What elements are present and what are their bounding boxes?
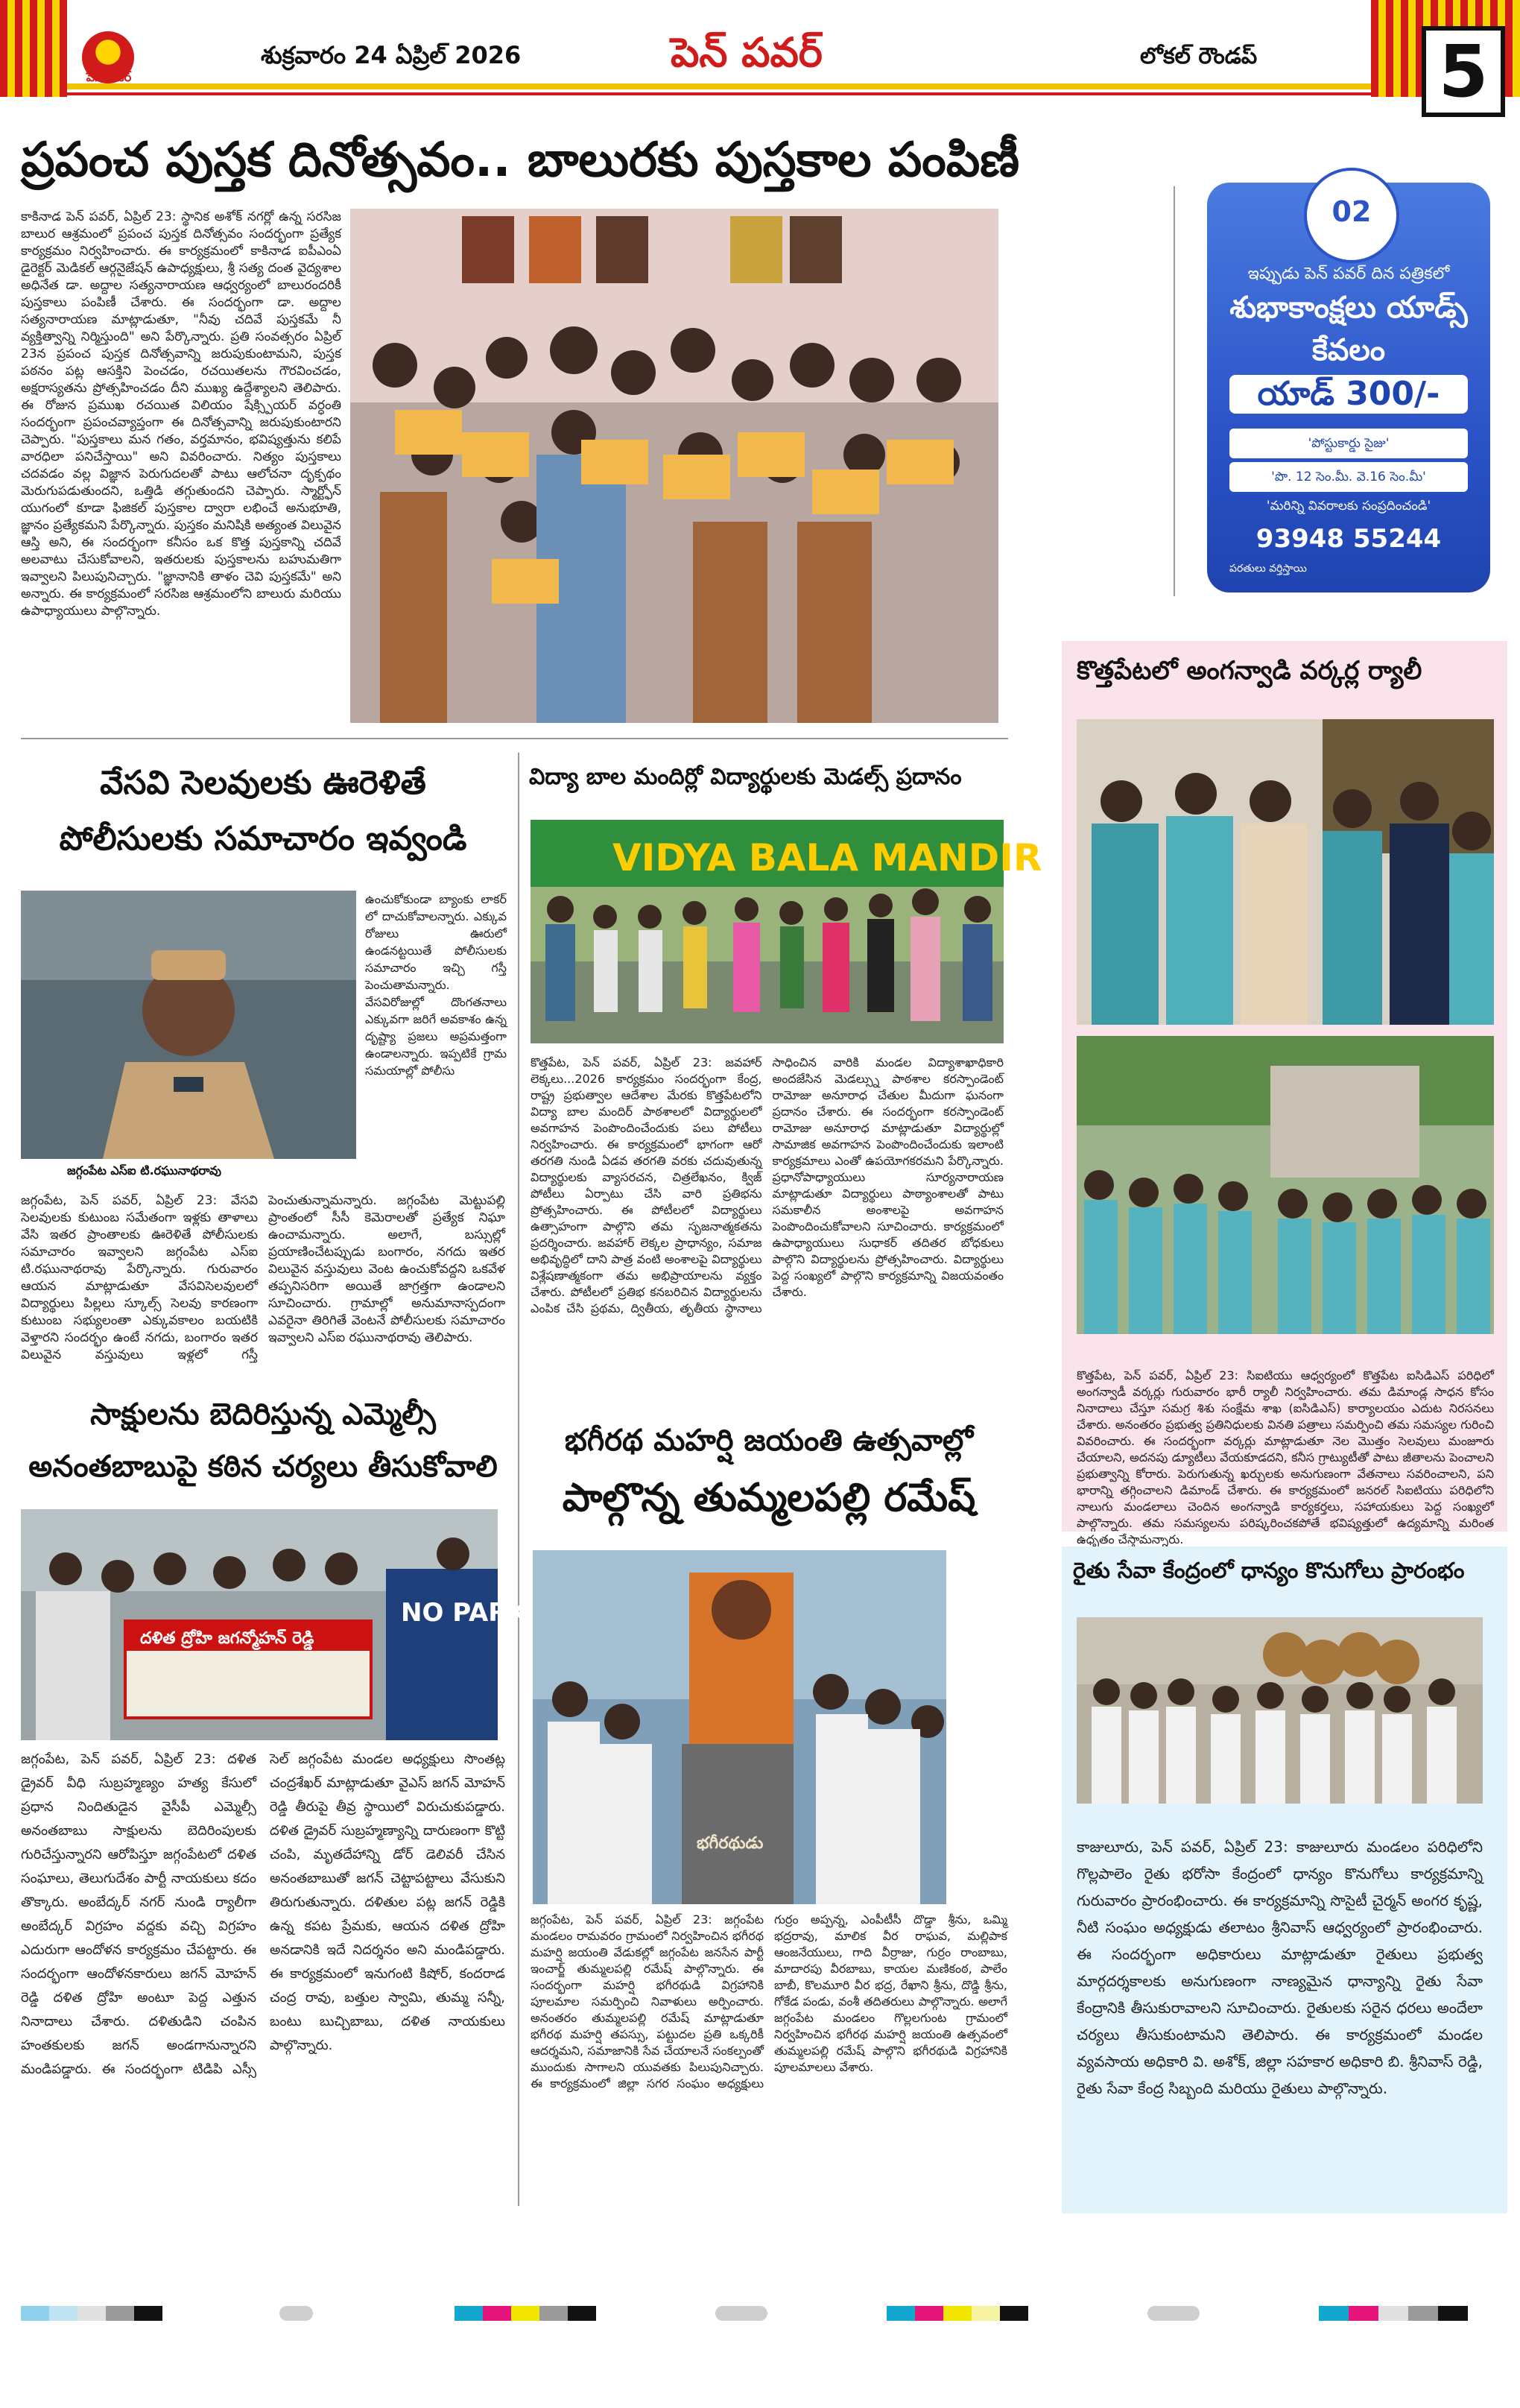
article6-photo [533,1550,946,1904]
article3-photo [531,820,1042,1043]
section-title: లోకల్ రౌండప్ [1140,43,1258,69]
article5-headline-1: సాక్షులను బెదిరిస్తున్న ఎమ్మెల్సీ [90,1397,436,1432]
article2-photo [21,891,356,1159]
article5-photo [21,1509,528,1740]
section-divider [21,738,1008,739]
color-swatch-3 [455,2306,596,2321]
no-parking-sign: NO PARK [401,1598,528,1628]
article4-photo1 [1077,719,1494,1025]
ad-number-badge: 02 [1304,168,1399,263]
article4-headline: కొత్తపేటలో అంగన్వాడి వర్కర్ల ర్యాలీ [1077,656,1422,686]
ad-line1: ఇప్పుడు పెన్ పవర్ దిన పత్రికలో [1247,265,1450,283]
newspaper-title: పెన్ పవర్ [671,28,823,76]
article4-body: కొత్తపేట, పెన్ పవర్, ఏప్రిల్ 23: సిఐటియు ఆధ్వర్యంలో కొత్తపేట ఐసిడిఎస్ పరిధిలో అంగన్వాడీ వర్కర్లు గురువారం భారీ ర్యాలీ నిర్వహించారు. తమ డిమాండ్ల సాధన కోసం నినాదాలు చేస్తూ సమగ్ర శిశు సంక్షేమ శాఖ (ఐసిడిఎస్) కార్యాలయం ఎదుట నిరసనలు చేశారు. అనంతరం ప్రభుత్వ ప్రతినిధులకు వినతి పత్రాలు సమర్పించి తమ సమస్యల గురించి వివరించారు. ఈ సందర్భంగా వర్కర్లు మాట్లాడుతూ నెల మొత్తం సెలవులు మంజూరు చేయాలని, అదనపు డ్యూటీలు వేయకూడదని, కనీస గ్రాట్యుటీతో పాటు జీతాలను పెంచాలని ప్రభుత్వాన్ని కోరారు. పెరుగుతున్న ఖర్చులకు అనుగుణంగా వేతనాలు సవరించాలని, పని భారాన్ని తగ్గించాలని డిమాండ్ చేశారు. ఈ కార్యక్రమంలో జనరల్ సిఐటియు పరిధిలోని నాలుగు మండలాలు చెందిన అంగన్వాడి కార్యకర్తలు, సహాయకులు పెద్ద సంఖ్యలో పాల్గొన్నారు. తమ సమస్యలను పరిష్కరించకపోతే భవిష్యత్తులో ఉద్యమాన్ని మరింత ఉధృతం చేస్తామన్నారు. [1077,1368,1494,1546]
school-banner: VIDYA BALA MANDIR [612,836,1042,879]
color-swatch-4 [715,2306,767,2321]
article2-headline-1: వేసవి సెలవులకు ఊరెళితే [100,764,426,802]
article7-body: కాజులూరు, పెన్ పవర్, ఏప్రిల్ 23: కాజులూరు మండలం పరిధిలోని గొల్లపాలెం రైతు భరోసా కేంద్రంలో ధాన్యం కొనుగోలు కార్యక్రమాన్ని గురువారం ప్రారంభించారు. ఈ కార్యక్రమాన్ని సొసైటీ చైర్మన్ అంగర కృష్ణ, నీటి సంఘం అధ్యక్షుడు తలాటం శ్రీనివాస్ ఆధ్వర్యంలో ప్రారంభించారు. ఈ సందర్భంగా అధికారులు మాట్లాడుతూ రైతులు ప్రభుత్వ మార్గదర్శకాలకు అనుగుణంగా నాణ్యమైన ధాన్యాన్ని రైతు సేవా కేంద్రానికి తీసుకురావాలని సూచించారు. రైతులకు సరైన ధరలు అందేలా చర్యలు తీసుకుంటామని తెలిపారు. ఈ కార్యక్రమంలో మండల వ్యవసాయ అధికారి వి. అశోక్, జిల్లా సహకార అధికారి బి. శ్రీనివాస్ రెడ్డి, రైతు సేవా కేంద్ర సిబ్బంది మరియు రైతులు పాల్గొన్నారు. [1077,1838,1483,2097]
ad-contact: 'మరిన్ని వివరాలకు సంప్రదించండి' [1266,499,1431,513]
issue-date: శుక్రవారం 24 ఏప్రిల్ 2026 [261,41,522,69]
ad-phone: 93948 55244 [1255,524,1442,554]
article1-headline: ప్రపంచ పుస్తక దినోత్సవం.. బాలురకు పుస్తకాల పంపిణీ [21,133,1020,188]
article6-headline-1: భగీరథ మహర్షి జయంతి ఉత్సవాల్లో [564,1423,974,1458]
ad-price: యాడ్ 300/- [1229,375,1468,414]
article4-photo2 [1077,1036,1494,1334]
article6-body: జగ్గంపేట, పెన్ పవర్, ఏప్రిల్ 23: జగ్గంపేట మండలం రామవరం గ్రామంలో నిర్వహించిన భగీరథ మహర్షి జయంతి వేడుకల్లో జగ్గంపేట జనసేన పార్టీ ఇంచార్జ్ తుమ్మలపల్లి రమేష్ పాల్గొన్నారు. ఈ సందర్భంగా మహర్షి భగీరథుడి విగ్రహానికి పూలమాల సమర్పించి నివాళులు అర్పించారు. అనంతరం తుమ్మలపల్లి రమేష్ మాట్లాడుతూ భగీరథ మహర్షి తపస్సు, పట్టుదల ప్రతి ఒక్కరికీ ఆదర్శమని, సమాజానికి సేవ చేయాలనే సంకల్పంతో ముందుకు సాగాలని యువతకు పిలుపునిచ్చారు. ఈ కార్యక్రమంలో జిల్లా సగర సంఘం అధ్యక్షులు గుర్రం అప్పన్న, ఎంపీటీసీ దొడ్డా శ్రీను, ఒమ్మి భద్రరావు, మాలిక వీర రాఘవ, మల్లిపాక ఆంజనేయులు, గాది వీర్రాజు, గుర్రం రాంబాబు, మాదారపు వీరబాబు, కాయల మణికంఠ, పాలేం బాబీ, కొలమూరి వీర భద్ర, రేఖాని శ్రీను, దొడ్డి శ్రీను, గోకేడ పండు, వంశీ తదితరులు పాల్గొన్నారు. అలాగే జగ్గంపేట మండలం గొల్లలగుంట గ్రామంలో నిర్వహించిన భగీరథ మహర్షి జయంతి ఉత్సవంలో తుమ్మలపల్లి రమేష్ పాల్గొని భగీరథుడి విగ్రహానికి పూలమాలలు వేశారు. [531,1912,1007,2091]
article5-headline-2: అనంతబాబుపై కఠిన చర్యలు తీసుకోవాలి [28,1450,498,1484]
article3-headline: విద్యా బాల మందిర్లో విద్యార్థులకు మెడల్స్ ప్రదానం [529,764,962,790]
color-swatch-6 [1147,2306,1200,2321]
article6-headline-2: పాల్గొన్న తుమ్మలపల్లి రమేష్ [562,1476,976,1520]
article1-photo [350,209,998,723]
column-divider [518,753,519,2206]
article2-photo-caption: జగ్గంపేట ఎస్ఐ టి.రఘునాథరావు [67,1163,222,1178]
article5-body: జగ్గంపేట, పెన్ పవర్, ఏప్రిల్ 23: దళిత డ్రైవర్ వీధి సుబ్రహ్మణ్యం హత్య కేసులో ప్రధాన నిందితుడైన వైసీపీ ఎమ్మెల్సీ అనంతబాబు సాక్షులను బెదిరింపులకు గురిచేస్తున్నారని ఆరోపిస్తూ జగ్గంపేటలో దళిత సంఘాలు, తెలుగుదేశం పార్టీ నాయకులు కదం తొక్కారు. అంబేద్కర్ నగర్ నుండి ర్యాలీగా అంబేద్కర్ విగ్రహం వద్దకు వచ్చి విగ్రహం ఎదురుగా ఆందోళన కార్యక్రమం చేపట్టారు. ఈ సందర్భంగా ఆందోళనకారులు జగన్ మోహన్ రెడ్డి దళిత ద్రోహి అంటూ పెద్ద ఎత్తున నినాదాలు చేశారు. దళితుడిని చంపిన హంతకులకు జగన్ అండగానున్నారని మండిపడ్డారు. ఈ సందర్భంగా టిడిపి ఎస్సీ సెల్ జగ్గంపేట మండల అధ్యక్షులు సొంతట్ల చంద్రశేఖర్ మాట్లాడుతూ వైఎస్ జగన్ మోహన్ రెడ్డి తీరుపై తీవ్ర స్థాయిలో విరుచుకుపడ్డారు. దళిత డ్రైవర్ సుబ్రహ్మణ్యాన్ని దారుణంగా కొట్టి చంపి, మృతదేహాన్ని డోర్ డెలివరీ చేసిన అనంతబాబుతో జగన్ చెట్టాపట్టాలు వేసుకుని తిరుగుతున్నారు. దళితుల పట్ల జగన్ రెడ్డికి ఉన్న కపట ప్రేమకు, ఆయన దళిత ద్రోహి అనడానికి ఇదే నిదర్శనం అని మండిపడ్డారు. ఈ కార్యక్రమంలో ఇనుగంటి కిషోర్, కందరాడ చంద్ర రావు, బత్తుల స్వామి, తుమ్మ సన్నీ, బంటు బుచ్చిబాబు, దళిత నాయకులు పాల్గొన్నారు. [21,1751,505,2077]
color-swatch-2 [279,2306,313,2321]
ad-divider [1174,186,1175,596]
statue-label: భగీరథుడు [697,1834,764,1853]
ad-line3: కేవలం [1312,333,1385,367]
article2-body-side: ఉంచుకోకుండా బ్యాంకు లాకర్ లో దాచుకోవాలన్నారు. ఎక్కువ రోజులు ఊరులో ఉండనట్టయితే పోలీసులకు సమాచారం ఇచ్చి గస్తీ పెంచుతామన్నారు. వేసవిరోజుల్లో దొంగతనాలు ఎక్కువగా జరిగే అవకాశం ఉన్న దృష్ట్యా ప్రజలు అప్రమత్తంగా ఉండాలన్నారు. ఇప్పటికే గ్రామ సమయాల్లో పోలీసు [365,892,507,1078]
color-swatch-5 [887,2306,1028,2321]
masthead-rule-red [67,92,1371,95]
logo-text: పెన్ పవర్ [86,70,132,84]
article1-body: కాకినాడ పెన్ పవర్, ఏప్రిల్ 23: స్థానిక అశోక్ నగర్లో ఉన్న సరసిజ బాలుర ఆశ్రమంలో ప్రపంచ పుస్తక దినోత్సవం సందర్భంగా ప్రత్యేక కార్యక్రమం నిర్వహించారు. ఈ కార్యక్రమంలో కాకినాడ ఐపీఎంఏ డైరెక్టర్ మెడికల్ ఆర్గనైజేషన్ ఉపాధ్యక్షులు, శ్రీ సత్య దంత వైద్యశాల అధినేత డా. అద్దాల సత్యనారాయణ ఆధ్వర్యంలో బాలురందరికీ పుస్తకాలు పంపిణీ చేశారు. ఈ సందర్భంగా డా. అద్దాల సత్యనారాయణ మాట్లాడుతూ, "నీవు చదివే పుస్తకమే నీ వ్యక్తిత్వాన్ని నిర్మిస్తుంది" అని పేర్కొన్నారు. ప్రతి సంవత్సరం ఏప్రిల్ 23న ప్రపంచ పుస్తక దినోత్సవాన్ని జరుపుకుంటామని, పుస్తక పఠనం పట్ల ఆసక్తిని పెంచడం, రచయితలను గౌరవించడం, అక్షరాస్యతను ప్రోత్సహించడం దీని ముఖ్య ఉద్దేశ్యాలని తెలిపారు. ఈ రోజున ప్రముఖ రచయిత విలియం షేక్స్పియర్ వర్ధంతి సందర్భంగా ప్రపంచవ్యాప్తంగా ఈ దినోత్సవాన్ని జరుపుకుంటారని చెప్పారు. "పుస్తకాలు మన గతం, వర్తమానం, భవిష్యత్తును కలిపే వారధిలా పనిచేస్తాయి" అని వివరించారు. నిత్యం పుస్తకాలు చదవడం వల్ల విజ్ఞాన పెరుగుదలతో పాటు ఆలోచనా దృక్పథం మెరుగుపడుతుందని, ఒత్తిడి తగ్గుతుందని చెప్పారు. స్మార్ట్ఫోన్ యుగంలో కూడా ఫిజికల్ పుస్తకాల ద్వారా లభించే అనుభూతి, జ్ఞానం ప్రత్యేకమని పేర్కొన్నారు. పుస్తకం మనిషికి అత్యంత విలువైన ఆస్తి అని, ఈ సందర్భంగా కనీసం ఒక కొత్త పుస్తకాన్ని చదివే అలవాటు చేసుకోవాలని, ఇతరులకు పుస్తకాలను బహుమతిగా ఇవ్వాలని పిలుపునిచ్చారు. "జ్ఞానానికి తాళం చెవి పుస్తకమే" అని అన్నారు. ఈ కార్యక్రమంలో సరసిజ ఆశ్రమంలోని బాలురు మరియు ఉపాధ్యాయులు పాల్గొన్నారు. [21,209,341,619]
ad-size-label: 'పోస్టుకార్డు సైజు' [1229,429,1468,458]
article7-photo [1077,1617,1483,1804]
color-swatch-1 [21,2306,162,2321]
article3-body: కొత్తపేట, పెన్ పవర్, ఏప్రిల్ 23: జవహార్ లెక్కలు...2026 కార్యక్రమం సందర్భంగా కేంద్ర, రాష్ట్ర ప్రభుత్వాల ఆదేశాల మేరకు కొత్తపేటలోని విద్యా బాల మందిర్ పాఠశాలలో విద్యార్థులలో అవగాహన పెంపొందించేందుకు పలు పోటీలు నిర్వహించారు. ఈ కార్యక్రమంలో భాగంగా ఆరో తరగతి నుండి ఏడవ తరగతి వరకు చదువుతున్న విద్యార్థులకు వ్యాసరచన, చిత్రలేఖనం, క్విజ్ పోటీలు ఏర్పాటు చేసి వారి ప్రతిభను ప్రోత్సహించారు. ఈ పోటీలలో విద్యార్థులు ఉత్సాహంగా పాల్గొని తమ సృజనాత్మకతను ప్రదర్శించారు. జవహార్ లెక్కల ప్రాధాన్యం, సమాజ అభివృద్ధిలో దాని పాత్ర వంటి అంశాలపై విద్యార్థులు విశ్లేషణాత్మకంగా తమ అభిప్రాయాలను వ్యక్తం చేశారు. పోటీలలో ప్రతిభ కనబరిచిన విద్యార్థులను ఎంపిక చేసి ప్రథమ, ద్వితీయ, తృతీయ స్థానాలు సాధించిన వారికి మండల విద్యాశాఖాధికారి అందజేసిన మెడల్స్ను పాఠశాల కరస్పాండెంట్ రామోజు అనూరాధ చేతుల మీదుగా ఘనంగా ప్రదానం చేశారు. ఈ సందర్భంగా కరస్పాండెంట్ రామోజు అనూరాధ మాట్లాడుతూ విద్యార్థుల్లో సామాజిక అవగాహన పెంపొందించేందుకు ఇలాంటి కార్యక్రమాలు ఎంతో ఉపయోగకరమని పేర్కొన్నారు. ప్రధానోపాధ్యాయులు సూర్యనారాయణ మాట్లాడుతూ విద్యార్థులు పాఠ్యాంశాలతో పాటు సమకాలీన అంశాలపై అవగాహన పెంపొందించుకోవాలని సూచించారు. కార్యక్రమంలో ఉపాధ్యాయులు సుధాకర్ తదితర బోధకులు పాల్గొని విద్యార్థులను ప్రోత్సహించారు. విద్యార్థులు పెద్ద సంఖ్యలో పాల్గొని కార్యక్రమాన్ని విజయవంతం చేశారు. [531,1055,1004,1315]
article7-headline: రైతు సేవా కేంద్రంలో ధాన్యం కొనుగోలు ప్రారంభం [1073,1558,1465,1583]
page-number: 5 [1422,26,1505,117]
ad-size-detail: 'పొ. 12 సెం.మీ. వె.16 సెం.మీ' [1229,462,1468,492]
greetings-ad [1207,168,1490,592]
ad-line2: శుభాకాంక్షలు యాడ్స్ [1229,291,1468,325]
protest-banner: దళిత ద్రోహి జగన్మోహన్ రెడ్డి [140,1629,314,1648]
color-swatch-7 [1319,2306,1468,2321]
article2-headline-2: పోలీసులకు సమాచారం ఇవ్వండి [59,820,467,858]
ad-footer: పరతులు వర్తిస్తాయి [1229,563,1307,575]
article2-body: జగ్గంపేట, పెన్ పవర్, ఏప్రిల్ 23: వేసవి సెలవులకు కుటుంబ సమేతంగా ఇళ్లకు తాళాలు వేసి ఇతర ప్రాంతాలకు ఊరెళితే పోలీసులకు సమాచారం ఇవ్వాలని జగ్గంపేట ఎస్ఐ టి.రఘునాథరావు పేర్కొన్నారు. గురువారం ఆయన మాట్లాడుతూ వేసవిసెలవులలో విద్యార్థులు పిల్లలు స్కూల్స్ సెలవు కారణంగా కుటుంబ సభ్యులంతా ఎక్కువకాలం బయటికి వెళ్తారని సందర్భం ఉంటే నగదు, బంగారం ఇతర విలువైన వస్తువులు ఇళ్లలో గస్తీ పెంచుతున్నామన్నారు. జగ్గంపేట మెట్టుపల్లి ప్రాంతంలో సీసీ కెమెరాలతో ప్రత్యేక నిఘా ఉంచామన్నారు. అలాగే, బస్సుల్లో ప్రయాణించేటప్పుడు బంగారం, నగదు ఇతర విలువైన వస్తువులు వెంట ఉంచుకోవద్దని ఒకవేళ తప్పనిసరిగా అయితే జాగ్రత్తగా ఉండాలని సూచించారు. గ్రామాల్లో అనుమానాస్పదంగా ఎవరైనా తిరిగితే వెంటనే పోలీసులకు సమాచారం ఇవ్వాలని ఎస్ఐ రఘునాథరావు తెలిపారు. [21,1193,505,1362]
